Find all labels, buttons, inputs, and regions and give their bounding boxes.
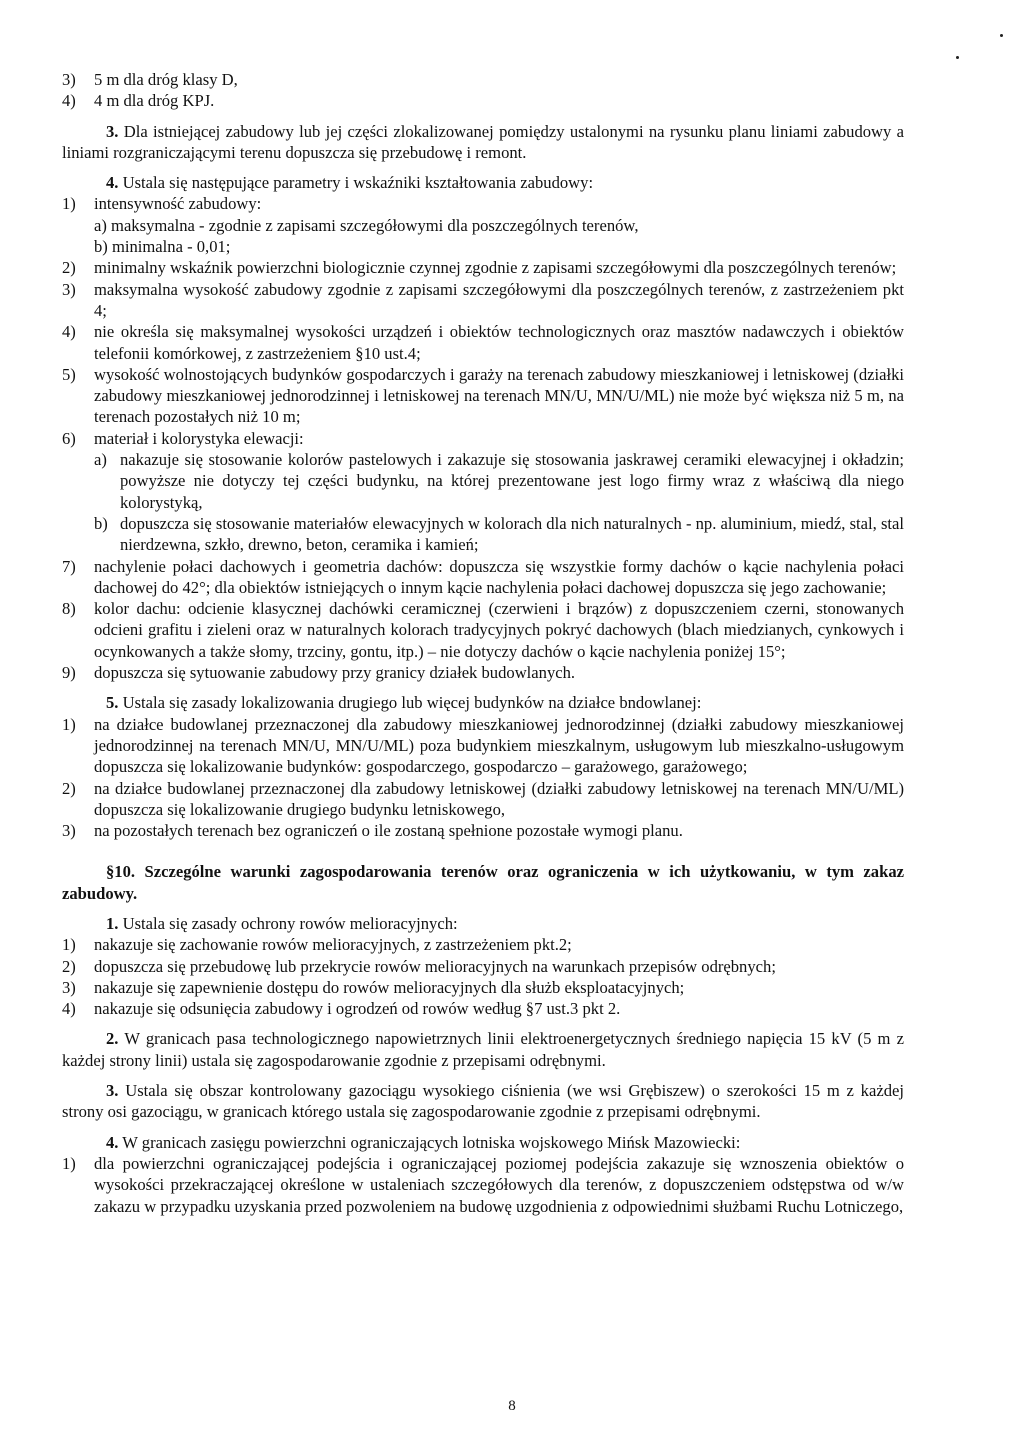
list-item: 3) na pozostałych terenach bez ograniczeń o ile zostaną spełnione pozostałe wymogi planu. [62, 821, 683, 841]
sub-list-item: a) nakazuje się stosowanie kolorów pastelowych i zakazuje się stosowania jaskrawej ceramiki elewacyjnej i okładzin; powyższe nie dotyczy tej części budynku, na której prezentowane jest logo firmy wraz z właściwą dla niego kolorystyką, [94, 450, 904, 512]
scan-speck [1000, 34, 1003, 37]
paragraph-3: 3. Dla istniejącej zabudowy lub jej części zlokalizowanej pomiędzy ustalonymi na rysunku planu liniami zabudowy a liniami rozgraniczającymi terenu dopuszcza się przebudowę i remont. [62, 121, 904, 162]
paragraph-10-3: 3. Ustala się obszar kontrolowany gazociągu wysokiego ciśnienia (we wsi Grębiszew) o szerokości 15 m z każdej strony osi gazociągu, w granicach którego ustala się zagospodarowanie zgodnie z przepisami odrębnymi. [62, 1081, 904, 1122]
list-item: 5) wysokość wolnostojących budynków gospodarczych i garaży na terenach zabudowy mieszkaniowej i letniskowej (działki zabudowy mieszkaniowej jednorodzinnej i letniskowej na terenach MN/U, MN/U/ML) nie może być większa niż 5 m, na terenach pozostałych niż 10 m; [62, 364, 904, 427]
list-item: 2) na działce budowlanej przeznaczonej dla zabudowy letniskowej (działki zabudowy letniskowej na terenach MN/U/ML) dopuszcza się lokalizowanie drugiego budynku letniskowego, [62, 778, 904, 819]
list-item: 1) dla powierzchni ograniczającej podejścia i ograniczającej poziomej podejścia zakazuje się wznoszenia obiektów o wysokości przekraczającej określone w ustaleniach szczegółowych dla terenów, z dopuszczeniem odstępstwa od w/w zakazu w przypadku uzyskania przed pozwoleniem na budowę uzgodnienia z odpowiednimi służbami Ruchu Lotniczego, [62, 1153, 904, 1216]
list-item: 4) nakazuje się odsunięcia zabudowy i ogrodzeń od rowów według §7 ust.3 pkt 2. [62, 999, 621, 1019]
list-item: 2) dopuszcza się przebudowę lub przekrycie rowów melioracyjnych na warunkach przepisów odrębnych; [62, 956, 776, 976]
paragraph-10-1: 1. Ustala się zasady ochrony rowów melioracyjnych: [106, 913, 458, 933]
list-item: 6) materiał i kolorystyka elewacji: a) nakazuje się stosowanie kolorów pastelowych i zakazuje się stosowania jaskrawej ceramiki elewacyjnej i okładzin; powyższe nie dotyczy tej części budynku, na której prezentowane jest logo firmy wraz z właściwą dla niego kolorystyką, b) dopuszcza się stosowanie materiałów elewacyjnych w kolorach dla nich naturalnych - np. aluminium, miedź, stal, stal nierdzewna, szkło, drewno, beton, ceramika i kamień; [62, 428, 904, 555]
scan-speck [956, 56, 959, 59]
list-item: 3) nakazuje się zapewnienie dostępu do rowów melioracyjnych dla służb eksploatacyjnych; [62, 977, 685, 997]
paragraph-10-4: 4. W granicach zasięgu powierzchni ograniczających lotniska wojskowego Mińsk Mazowiecki: [106, 1132, 741, 1152]
page-number: 8 [508, 1398, 516, 1414]
list-item: 4) nie określa się maksymalnej wysokości urządzeń i obiektów technologicznych oraz masztów nadawczych i obiektów telefonii komórkowej, z zastrzeżeniem §10 ust.4; [62, 322, 904, 363]
document-body [62, 69, 904, 1217]
list-item: 3) 5 m dla dróg klasy D, [62, 70, 238, 89]
paragraph-10-2: 2. W granicach pasa technologicznego napowietrznych linii elektroenergetycznych średniego napięcia 15 kV (5 m z każdej strony linii) ustala się zagospodarowanie zgodnie z przepisami odrębnymi. [62, 1029, 904, 1070]
paragraph-4: 4. Ustala się następujące parametry i wskaźniki kształtowania zabudowy: [106, 173, 594, 193]
sub-list-item: b) dopuszcza się stosowanie materiałów elewacyjnych w kolorach dla nich naturalnych - np. aluminium, miedź, stal, stal nierdzewna, szkło, drewno, beton, ceramika i kamień; [94, 513, 904, 555]
list-item: 3) maksymalna wysokość zabudowy zgodnie z zapisami szczegółowymi dla poszczególnych terenów, z zastrzeżeniem pkt 4; [62, 279, 904, 320]
list-item: 1) nakazuje się zachowanie rowów melioracyjnych, z zastrzeżeniem pkt.2; [62, 935, 572, 955]
list-item: 4) 4 m dla dróg KPJ. [62, 91, 215, 111]
list-item: 2) minimalny wskaźnik powierzchni biologicznie czynnej zgodnie z zapisami szczegółowymi dla poszczególnych terenów; [62, 258, 897, 278]
list-item: 1) intensywność zabudowy: a) maksymalna - zgodnie z zapisami szczegółowymi dla poszczególnych terenów, b) minimalna - 0,01; [62, 194, 639, 257]
list-item: 8) kolor dachu: odcienie klasycznej dachówki ceramicznej (czerwieni i brązów) z dopuszczeniem czerni, stonowanych odcieni grafitu i zieleni oraz w naturalnych kolorach tradycyjnych pokryć dachowych (blach miedzianych, cynkowych i ocynkowanych a także słomy, trzciny, gontu, itp.) – nie dotyczy dachów o kącie nachylenia poniżej 15°; [62, 599, 904, 661]
paragraph-5: 5. Ustala się zasady lokalizowania drugiego lub więcej budynków na działce bndowlanej: [106, 693, 702, 713]
list-item: 9) dopuszcza się sytuowanie zabudowy przy granicy działek budowlanych. [62, 663, 576, 683]
list-item: 7) nachylenie połaci dachowych i geometria dachów: dopuszcza się wszystkie formy dachów o kącie nachylenia połaci dachowej do 42°; dla obiektów istniejących o innym kącie nachylenia połaci dachowej dopuszcza się jego zachowanie; [62, 556, 904, 597]
list-item: 1) na działce budowlanej przeznaczonej dla zabudowy mieszkaniowej jednorodzinnej (działki zabudowy mieszkaniowej jednorodzinnej na terenach MN/U, MN/U/ML) poza budynkiem mieszkalnym, usługowym lub mieszkalno-usługowym dopuszcza się lokalizowanie budynków: gospodarczego, gospodarczo – garażowego, garażowego; [62, 714, 904, 777]
section-title: §10. Szczególne warunki zagospodarowania terenów oraz ograniczenia w ich użytkowaniu, w tym zakaz zabudowy. [62, 862, 904, 903]
